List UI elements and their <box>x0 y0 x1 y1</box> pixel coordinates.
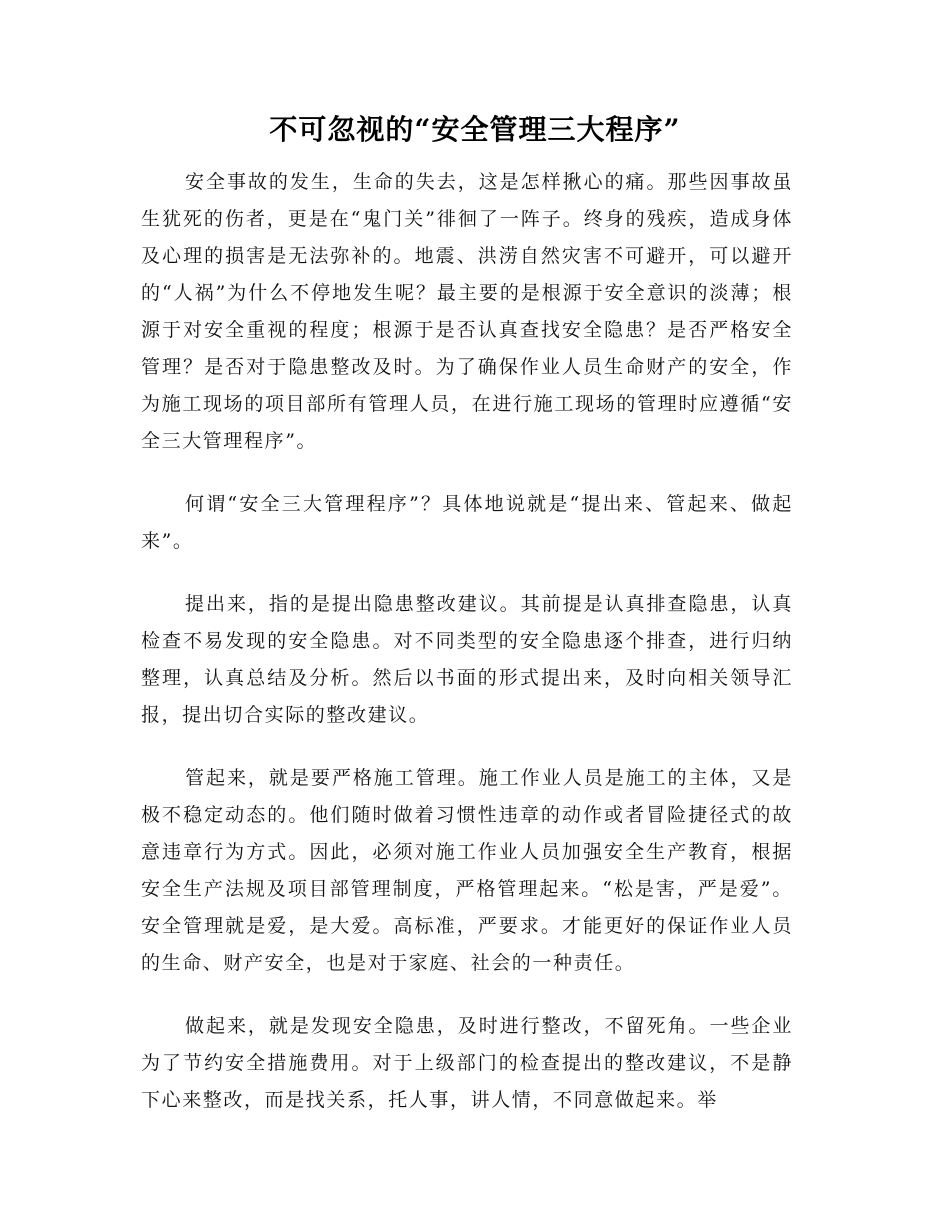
paragraph-act: 做起来，就是发现安全隐患，及时进行整改，不留死角。一些企业为了节约安全措施费用。对于上级部门的检查提出的整改建议，不是静下心来整改，而是找关系，托人事，讲人情，不同意做起来。举 <box>141 1015 793 1111</box>
paragraph-manage: 管起来，就是要严格施工管理。施工作业人员是施工的主体，又是极不稳定动态的。他们随时做着习惯性违章的动作或者冒险捷径式的故意违章行为方式。因此，必须对施工作业人员加强安全生产教育，根据安全生产法规及项目部管理制度，严格管理起来。“松是害，严是爱”。安全管理就是爱，是大爱。高标准，严要求。才能更好的保证作业人员的生命、财产安全，也是对于家庭、社会的一种责任。 <box>141 767 793 974</box>
paragraph-raise: 提出来，指的是提出隐患整改建议。其前提是认真排查隐患，认真检查不易发现的安全隐患。对不同类型的安全隐患逐个排查，进行归纳整理，认真总结及分析。然后以书面的形式提出来，及时向相关领导汇报，提出切合实际的整改建议。 <box>141 593 793 726</box>
document-body <box>141 164 793 1145</box>
paragraph-definition: 何谓“安全三大管理程序”？具体地说就是“提出来、管起来、做起来”。 <box>141 493 793 552</box>
paragraph-intro: 安全事故的发生，生命的失去，这是怎样揪心的痛。那些因事故虽生犹死的伤者，更是在“鬼门关”徘徊了一阵子。终身的残疾，造成身体及心理的损害是无法弥补的。地震、洪涝自然灾害不可避开，可以避开的“人祸”为什么不停地发生呢？最主要的是根源于安全意识的淡薄；根源于对安全重视的程度；根源于是否认真查找安全隐患？是否严格安全管理？是否对于隐患整改及时。为了确保作业人员生命财产的安全，作为施工现场的项目部所有管理人员，在进行施工现场的管理时应遵循“安全三大管理程序”。 <box>141 171 793 452</box>
document-title: 不可忽视的“安全管理三大程序” <box>269 113 681 146</box>
